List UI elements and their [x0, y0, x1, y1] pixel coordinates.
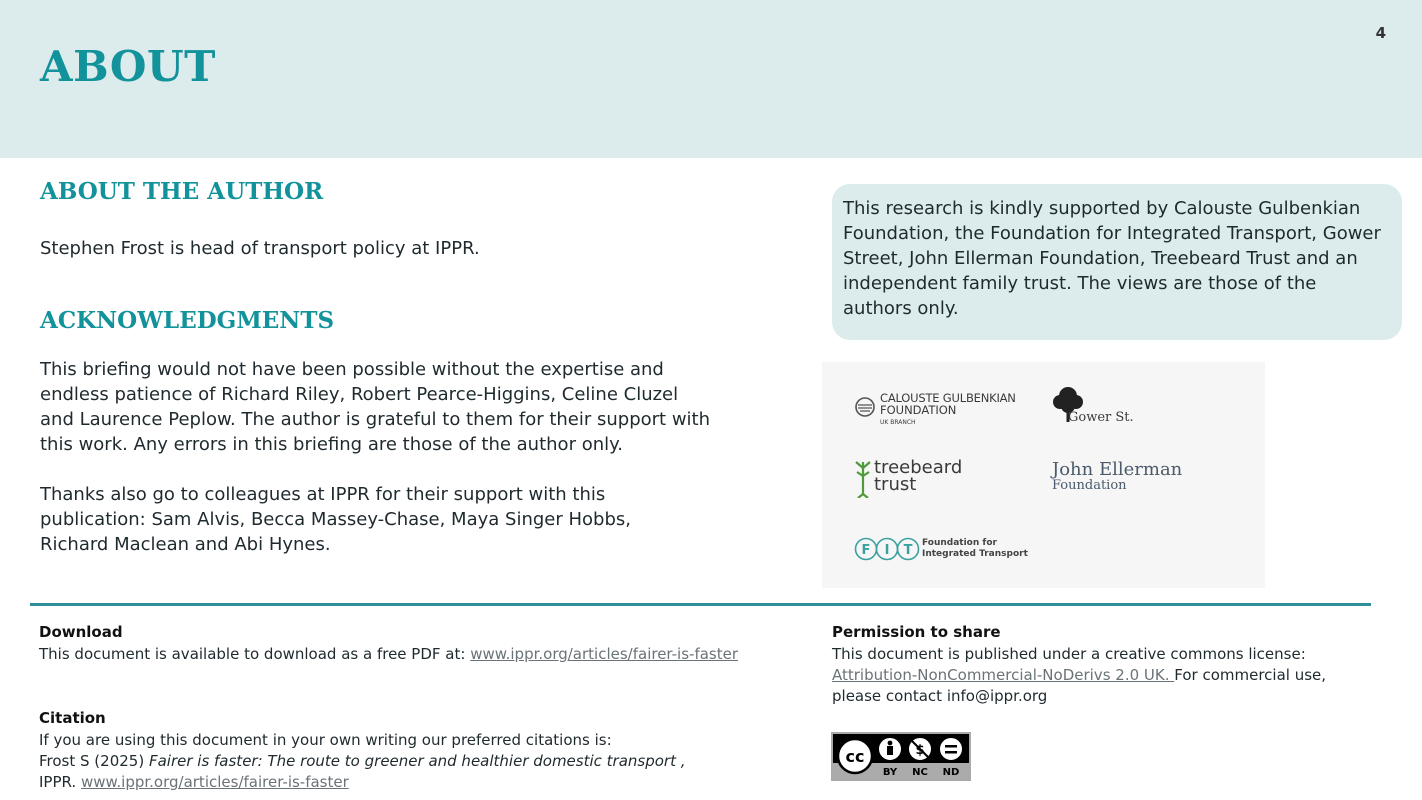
permission-label: Permission to share — [832, 623, 1001, 641]
download-label: Download — [39, 623, 123, 641]
cc-by-label: BY — [882, 767, 898, 778]
page-number: 4 — [1375, 24, 1386, 42]
svg-text:$: $ — [915, 743, 925, 758]
fit-letter-i: I — [884, 543, 890, 558]
gulbenkian-logo — [854, 392, 1024, 432]
gulbenkian-name-line2: FOUNDATION — [880, 403, 957, 417]
about-author-heading: ABOUT THE AUTHOR — [40, 178, 324, 205]
gulbenkian-emblem-icon — [854, 396, 876, 418]
citation-publisher-line — [39, 772, 759, 793]
fit-name-line1: Foundation for — [922, 538, 997, 548]
fit-emblem-icon — [854, 536, 920, 562]
fit-letter-t: T — [903, 543, 913, 558]
funder-logos-panel — [822, 362, 1265, 588]
gower-street-name: Gower St. — [1068, 410, 1134, 425]
citation-link[interactable]: www.ippr.org/articles/fairer-is-faster — [80, 773, 349, 791]
john-ellerman-logo — [1052, 460, 1202, 500]
citation-reference — [39, 751, 759, 772]
acknowledgments-heading: ACKNOWLEDGMENTS — [40, 307, 335, 334]
cc-by-nc-nd-icon — [833, 734, 969, 779]
support-text: This research is kindly supported by Calouste Gulbenkian Foundation, the Foundation for Integrated Transport, Gower Street, John Ellerman Foundation, Treebeard Trust and an independent family trust. The views are those of the authors only. — [843, 198, 1381, 319]
gower-street-logo — [1050, 384, 1160, 432]
citation-line-1: If you are using this document in your own writing our preferred citations is: — [39, 731, 612, 749]
citation-label: Citation — [39, 709, 106, 727]
gulbenkian-name-line1: CALOUSTE GULBENKIAN — [880, 391, 1016, 405]
fit-name-line2: Integrated Transport — [922, 549, 1028, 559]
commercial-use-text: For commercial use, please contact info@ippr.org — [832, 666, 1327, 705]
support-box — [832, 184, 1402, 340]
creative-commons-badge[interactable] — [831, 732, 971, 781]
cc-nd-label: ND — [942, 767, 960, 778]
license-link[interactable]: Attribution-NonCommercial-NoDerivs 2.0 UK. — [832, 666, 1175, 684]
permission-license-text — [832, 665, 1372, 707]
gulbenkian-branch: UK BRANCH — [880, 419, 916, 426]
citation-title: Fairer is faster: The route to greener and healthier domestic transport , — [148, 752, 686, 770]
download-text — [39, 644, 739, 665]
ellerman-name-line1: John Ellerman — [1052, 459, 1183, 480]
footer-divider — [30, 603, 1371, 606]
cc-letters: cc — [845, 747, 865, 766]
citation-prefix: Frost S (2025) — [39, 752, 149, 770]
fit-logo — [854, 536, 1034, 564]
fit-letter-f: F — [861, 543, 871, 558]
treebeard-name-line1: treebeard — [874, 457, 963, 478]
page-title: ABOUT — [40, 42, 216, 91]
permission-text: This document is published under a creative commons license: — [832, 645, 1306, 663]
treebeard-name-line2: trust — [874, 474, 917, 495]
citation-publisher: IPPR. — [39, 773, 81, 791]
about-author-text: Stephen Frost is head of transport policy at IPPR. — [40, 238, 480, 259]
treebeard-figure-icon — [852, 458, 874, 498]
acknowledgments-paragraph-1: This briefing would not have been possible without the expertise and endless patience of Richard Riley, Robert Pearce-Higgins, Celine Cluzel and Laurence Peplow. The author is grateful to them for their support with this work. Any errors in this briefing are those of the author only. — [40, 359, 711, 455]
acknowledgments-paragraph-2: Thanks also go to colleagues at IPPR for their support with this publication: Sam Alvis, Becca Massey-Chase, Maya Singer Hobbs, Richard Maclean and Abi Hynes. — [40, 484, 631, 555]
download-link[interactable]: www.ippr.org/articles/fairer-is-faster — [470, 645, 739, 663]
cc-nc-label: NC — [912, 767, 928, 778]
download-description: This document is available to download as a free PDF at: — [39, 645, 471, 663]
ellerman-name-line2: Foundation — [1052, 478, 1127, 493]
treebeard-trust-logo — [852, 458, 982, 502]
